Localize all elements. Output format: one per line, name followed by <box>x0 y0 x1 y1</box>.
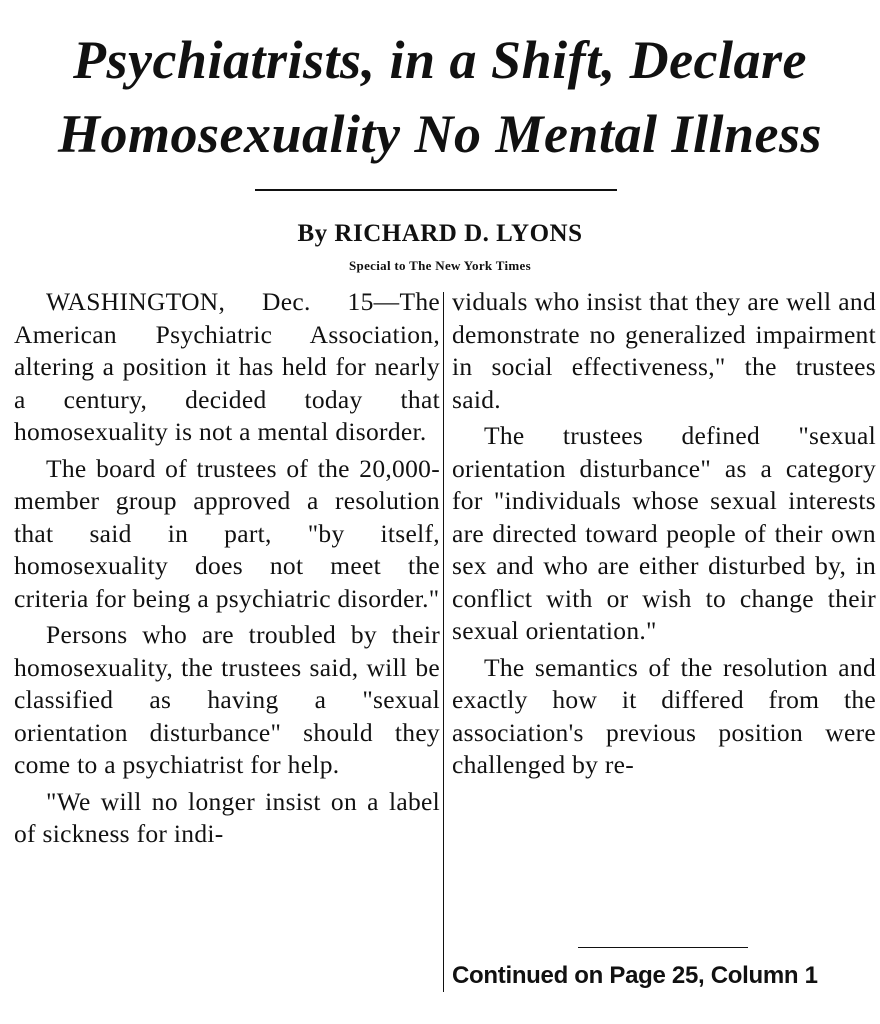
paragraph: The semantics of the resolution and exactly how it differed from the association's previous position were challenged by re- <box>452 652 876 779</box>
continued-notice: Continued on Page 25, Column 1 <box>452 962 818 989</box>
paragraph: The board of trustees of the 20,000-member group approved a resolution that said in part, "by itself, homosexuality does not meet the criteria for being a psychiatric disorder." <box>14 453 440 613</box>
paragraph: Persons who are troubled by their homosexuality, the trustees said, will be classified as having a "sexual orientation disturbance" should they come to a psychiatrist for help. <box>14 620 440 779</box>
column-divider <box>443 292 444 992</box>
headline-line-1: Psychiatrists, in a Shift, Declare <box>72 30 808 90</box>
paragraph: The trustees defined "sexual orientation disturbance" as a category for "individuals whose sexual interests are directed toward people of their own sex and who are either disturbed by, in conflict with or wish to change their sexual orientation." <box>452 421 876 645</box>
right-column <box>452 286 876 786</box>
headline-rule <box>255 189 617 191</box>
paragraph: viduals who insist that they are well and demonstrate no generalized impairment in social effectiveness," the trustees said. <box>452 287 876 414</box>
continuation-rule <box>578 947 748 948</box>
special-credit: Special to The New York Times <box>349 258 531 273</box>
paragraph: "We will no longer insist on a label of sickness for indi- <box>14 786 440 848</box>
paragraph: WASHINGTON, Dec. 15—The American Psychiatric Association, altering a position it has held for nearly a century, decided today that homosexuality is not a mental disorder. <box>14 287 440 446</box>
byline: By RICHARD D. LYONS <box>297 220 583 247</box>
headline-line-2: Homosexuality No Mental Illness <box>57 104 823 164</box>
left-column <box>14 286 440 855</box>
